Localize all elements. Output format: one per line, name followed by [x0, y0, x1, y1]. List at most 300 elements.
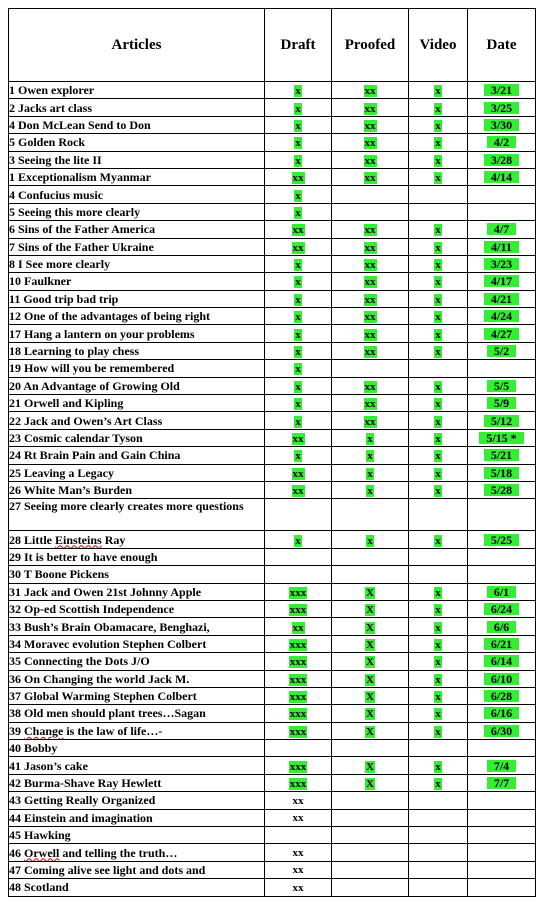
proofed-cell	[332, 757, 409, 774]
date-cell	[468, 82, 536, 99]
table-row	[9, 395, 536, 412]
video-cell	[409, 255, 468, 272]
proofed-cell	[332, 186, 409, 203]
draft-mark: x	[295, 102, 301, 115]
draft-cell	[265, 844, 332, 861]
article-title: 19 How will you be remembered	[9, 360, 265, 377]
draft-mark: x	[295, 415, 301, 428]
date-mark: 5/21	[484, 449, 519, 461]
proofed-mark: xx	[364, 224, 376, 237]
video-cell	[409, 635, 468, 652]
video-mark: x	[435, 534, 441, 547]
table-row	[9, 412, 536, 429]
video-cell	[409, 186, 468, 203]
table-row	[9, 548, 536, 565]
date-cell	[468, 325, 536, 342]
article-title: 28 Little Einsteins Ray	[9, 531, 265, 548]
video-mark: x	[435, 725, 441, 738]
draft-mark: x	[295, 346, 301, 359]
table-row	[9, 722, 536, 739]
draft-mark: xxx	[289, 638, 307, 651]
date-cell	[468, 412, 536, 429]
proofed-cell	[332, 618, 409, 635]
date-cell	[468, 238, 536, 255]
video-mark: x	[435, 85, 441, 98]
proofed-cell	[332, 82, 409, 99]
date-mark: 5/18	[484, 467, 519, 479]
proofed-cell	[332, 151, 409, 168]
article-title: 45 Hawking	[9, 827, 265, 844]
article-title: 31 Jack and Owen 21st Johnny Apple	[9, 583, 265, 600]
video-cell	[409, 481, 468, 498]
date-cell	[468, 809, 536, 826]
proofed-mark: xx	[364, 276, 376, 289]
draft-mark: x	[295, 137, 301, 150]
table-row	[9, 481, 536, 498]
date-cell	[468, 186, 536, 203]
draft-cell	[265, 412, 332, 429]
proofed-cell	[332, 740, 409, 757]
date-cell	[468, 99, 536, 116]
col-header-date: Date	[468, 9, 536, 82]
video-cell	[409, 429, 468, 446]
proofed-mark: xx	[364, 328, 376, 341]
date-cell	[468, 705, 536, 722]
date-cell	[468, 168, 536, 185]
proofed-cell	[332, 447, 409, 464]
date-mark: 6/1	[487, 586, 516, 598]
date-cell	[468, 377, 536, 394]
draft-mark: xx	[292, 847, 304, 860]
draft-cell	[265, 395, 332, 412]
date-mark: 4/11	[484, 241, 519, 253]
video-cell	[409, 203, 468, 220]
draft-cell	[265, 342, 332, 359]
draft-mark: x	[295, 380, 301, 393]
article-title: 42 Burma-Shave Ray Hewlett	[9, 774, 265, 791]
date-cell	[468, 722, 536, 739]
header-row	[9, 9, 536, 82]
draft-cell	[265, 566, 332, 583]
proofed-cell	[332, 879, 409, 896]
draft-mark: x	[295, 259, 301, 272]
date-mark: 3/21	[484, 84, 519, 96]
draft-cell	[265, 99, 332, 116]
date-cell	[468, 687, 536, 704]
video-mark: x	[435, 604, 441, 617]
proofed-mark: X	[366, 778, 374, 791]
draft-cell	[265, 757, 332, 774]
video-mark: x	[435, 450, 441, 463]
article-title: 43 Getting Really Organized	[9, 792, 265, 809]
spellcheck-underline: Orwell	[24, 845, 60, 860]
proofed-mark: x	[367, 450, 373, 463]
draft-cell	[265, 151, 332, 168]
draft-cell	[265, 618, 332, 635]
date-mark: 4/17	[484, 275, 519, 287]
date-mark: 3/30	[484, 119, 519, 131]
video-mark: x	[435, 328, 441, 341]
article-title: 40 Bobby	[9, 740, 265, 757]
date-cell	[468, 255, 536, 272]
video-mark: x	[435, 778, 441, 791]
date-cell	[468, 774, 536, 791]
draft-mark: xxx	[289, 586, 307, 599]
draft-cell	[265, 116, 332, 133]
video-cell	[409, 360, 468, 377]
date-mark: 6/28	[484, 690, 519, 702]
proofed-cell	[332, 412, 409, 429]
video-cell	[409, 82, 468, 99]
table-row	[9, 827, 536, 844]
date-cell	[468, 481, 536, 498]
video-cell	[409, 879, 468, 896]
draft-cell	[265, 481, 332, 498]
draft-mark: x	[295, 534, 301, 547]
proofed-cell	[332, 116, 409, 133]
article-title: 35 Connecting the Dots J/O	[9, 653, 265, 670]
draft-cell	[265, 670, 332, 687]
table-row	[9, 377, 536, 394]
video-mark: x	[435, 259, 441, 272]
table-row	[9, 151, 536, 168]
video-cell	[409, 583, 468, 600]
draft-mark: xx	[292, 224, 304, 237]
proofed-mark: X	[366, 691, 374, 704]
draft-mark: x	[295, 154, 301, 167]
video-mark: x	[435, 760, 441, 773]
table-row	[9, 705, 536, 722]
article-title: 20 An Advantage of Growing Old	[9, 377, 265, 394]
draft-mark: x	[295, 293, 301, 306]
proofed-cell	[332, 635, 409, 652]
article-title: 1 Exceptionalism Myanmar	[9, 168, 265, 185]
video-mark: x	[435, 346, 441, 359]
proofed-cell	[332, 499, 409, 531]
col-header-articles: Articles	[9, 9, 265, 82]
video-cell	[409, 168, 468, 185]
proofed-cell	[332, 255, 409, 272]
date-mark: 5/25	[484, 534, 519, 546]
video-mark: x	[435, 293, 441, 306]
date-mark: 6/10	[484, 673, 519, 685]
video-cell	[409, 600, 468, 617]
date-mark: 6/6	[487, 621, 516, 633]
table-row	[9, 360, 536, 377]
article-title: 32 Op-ed Scottish Independence	[9, 600, 265, 617]
date-cell	[468, 583, 536, 600]
video-mark: x	[435, 638, 441, 651]
table-row	[9, 809, 536, 826]
date-cell	[468, 618, 536, 635]
table-row	[9, 740, 536, 757]
video-cell	[409, 809, 468, 826]
date-cell	[468, 116, 536, 133]
draft-cell	[265, 861, 332, 878]
proofed-cell	[332, 705, 409, 722]
draft-mark: xx	[292, 812, 304, 825]
table-row	[9, 238, 536, 255]
article-title: 11 Good trip bad trip	[9, 290, 265, 307]
proofed-mark: X	[366, 760, 374, 773]
video-cell	[409, 861, 468, 878]
table-row	[9, 499, 536, 531]
table-row	[9, 757, 536, 774]
video-cell	[409, 827, 468, 844]
article-title: 48 Scotland	[9, 879, 265, 896]
proofed-cell	[332, 548, 409, 565]
date-cell	[468, 360, 536, 377]
table-row	[9, 116, 536, 133]
video-cell	[409, 566, 468, 583]
video-cell	[409, 395, 468, 412]
draft-cell	[265, 429, 332, 446]
proofed-cell	[332, 99, 409, 116]
video-mark: x	[435, 224, 441, 237]
proofed-mark: xx	[364, 415, 376, 428]
article-title: 21 Orwell and Kipling	[9, 395, 265, 412]
date-cell	[468, 531, 536, 548]
draft-mark: xx	[292, 881, 304, 894]
draft-cell	[265, 273, 332, 290]
draft-mark: xxx	[289, 691, 307, 704]
draft-cell	[265, 740, 332, 757]
table-row	[9, 670, 536, 687]
article-title: 38 Old men should plant trees…Sagan	[9, 705, 265, 722]
draft-mark: xx	[292, 467, 304, 480]
video-mark: x	[435, 656, 441, 669]
date-mark: 3/23	[484, 258, 519, 270]
proofed-cell	[332, 861, 409, 878]
proofed-mark: xx	[364, 172, 376, 185]
date-mark: 5/2	[487, 345, 516, 357]
article-title: 4 Confucius music	[9, 186, 265, 203]
proofed-mark: X	[366, 673, 374, 686]
article-title: 1 Owen explorer	[9, 82, 265, 99]
article-title: 17 Hang a lantern on your problems	[9, 325, 265, 342]
table-row	[9, 635, 536, 652]
table-row	[9, 861, 536, 878]
proofed-mark: X	[366, 656, 374, 669]
date-cell	[468, 844, 536, 861]
article-title: 47 Coming alive see light and dots and	[9, 861, 265, 878]
draft-mark: xx	[292, 621, 304, 634]
draft-mark: xx	[292, 864, 304, 877]
table-row	[9, 82, 536, 99]
draft-cell	[265, 447, 332, 464]
article-title: 22 Jack and Owen’s Art Class	[9, 412, 265, 429]
proofed-mark: X	[366, 604, 374, 617]
article-title: 6 Sins of the Father America	[9, 221, 265, 238]
video-mark: x	[435, 586, 441, 599]
date-cell	[468, 273, 536, 290]
draft-cell	[265, 360, 332, 377]
date-cell	[468, 290, 536, 307]
article-title: 5 Seeing this more clearly	[9, 203, 265, 220]
draft-mark: x	[295, 450, 301, 463]
draft-cell	[265, 464, 332, 481]
video-cell	[409, 221, 468, 238]
draft-cell	[265, 827, 332, 844]
date-cell	[468, 395, 536, 412]
proofed-mark: X	[366, 725, 374, 738]
draft-cell	[265, 308, 332, 325]
article-title: 41 Jason’s cake	[9, 757, 265, 774]
date-mark: 4/27	[484, 328, 519, 340]
video-cell	[409, 308, 468, 325]
proofed-cell	[332, 429, 409, 446]
video-cell	[409, 548, 468, 565]
date-cell	[468, 827, 536, 844]
date-cell	[468, 792, 536, 809]
video-cell	[409, 116, 468, 133]
draft-mark: xxx	[289, 656, 307, 669]
video-mark: x	[435, 380, 441, 393]
table-row	[9, 687, 536, 704]
draft-mark: x	[295, 85, 301, 98]
draft-cell	[265, 792, 332, 809]
video-mark: x	[435, 433, 441, 445]
date-mark: 6/24	[484, 603, 519, 615]
draft-cell	[265, 531, 332, 548]
article-title: 29 It is better to have enough	[9, 548, 265, 565]
date-mark: 5/5	[487, 380, 516, 392]
proofed-cell	[332, 464, 409, 481]
date-mark: 5/28	[484, 484, 519, 496]
table-row	[9, 255, 536, 272]
article-title: 46 Orwell and telling the truth…	[9, 844, 265, 861]
proofed-cell	[332, 221, 409, 238]
video-cell	[409, 134, 468, 151]
table-row	[9, 653, 536, 670]
table-row	[9, 99, 536, 116]
col-header-proofed: Proofed	[332, 9, 409, 82]
video-cell	[409, 238, 468, 255]
video-cell	[409, 99, 468, 116]
date-cell	[468, 134, 536, 151]
video-cell	[409, 531, 468, 548]
video-mark: x	[435, 691, 441, 704]
date-cell	[468, 342, 536, 359]
draft-mark: x	[295, 328, 301, 341]
video-mark: x	[435, 154, 441, 167]
proofed-mark: x	[367, 534, 373, 547]
proofed-cell	[332, 774, 409, 791]
articles-table	[8, 8, 536, 897]
article-title: 2 Jacks art class	[9, 99, 265, 116]
proofed-mark: xx	[364, 119, 376, 132]
draft-cell	[265, 186, 332, 203]
table-row	[9, 531, 536, 548]
proofed-cell	[332, 134, 409, 151]
date-cell	[468, 221, 536, 238]
draft-mark: xx	[292, 172, 304, 185]
date-cell	[468, 740, 536, 757]
proofed-cell	[332, 809, 409, 826]
article-title: 18 Learning to play chess	[9, 342, 265, 359]
draft-mark: x	[295, 189, 301, 202]
video-mark: x	[435, 621, 441, 634]
video-mark: x	[435, 276, 441, 289]
video-cell	[409, 844, 468, 861]
video-cell	[409, 464, 468, 481]
proofed-mark: xx	[364, 241, 376, 254]
date-cell	[468, 548, 536, 565]
article-title: 37 Global Warming Stephen Colbert	[9, 687, 265, 704]
article-title: 39 Change is the law of life…-	[9, 722, 265, 739]
video-cell	[409, 670, 468, 687]
table-row	[9, 583, 536, 600]
draft-mark: x	[295, 276, 301, 289]
date-mark: 4/2	[487, 136, 516, 148]
video-mark: x	[435, 467, 441, 480]
proofed-mark: X	[366, 708, 374, 721]
video-cell	[409, 273, 468, 290]
draft-mark: x	[295, 119, 301, 132]
article-title: 34 Moravec evolution Stephen Colbert	[9, 635, 265, 652]
draft-mark: xx	[292, 241, 304, 254]
proofed-cell	[332, 792, 409, 809]
draft-cell	[265, 134, 332, 151]
date-mark: 5/12	[484, 415, 519, 427]
table-row	[9, 447, 536, 464]
draft-cell	[265, 722, 332, 739]
date-mark: 4/7	[487, 223, 516, 235]
draft-cell	[265, 687, 332, 704]
video-cell	[409, 740, 468, 757]
draft-mark: xx	[292, 794, 304, 807]
video-cell	[409, 342, 468, 359]
table-row	[9, 186, 536, 203]
table-row	[9, 618, 536, 635]
proofed-mark: xx	[364, 311, 376, 324]
proofed-cell	[332, 290, 409, 307]
proofed-mark: xx	[364, 137, 376, 150]
video-mark: x	[435, 415, 441, 428]
draft-cell	[265, 583, 332, 600]
date-mark: 3/25	[484, 102, 519, 114]
table-row	[9, 429, 536, 446]
video-mark: x	[435, 102, 441, 115]
draft-cell	[265, 290, 332, 307]
article-title: 26 White Man’s Burden	[9, 481, 265, 498]
article-title: 24 Rt Brain Pain and Gain China	[9, 447, 265, 464]
proofed-cell	[332, 670, 409, 687]
proofed-mark: xx	[364, 398, 376, 411]
article-title: 25 Leaving a Legacy	[9, 464, 265, 481]
draft-mark: xxx	[289, 725, 307, 738]
video-mark: x	[435, 172, 441, 185]
draft-mark: xx	[292, 433, 304, 445]
draft-mark: xxx	[289, 604, 307, 617]
proofed-mark: xx	[364, 102, 376, 115]
table-row	[9, 844, 536, 861]
video-cell	[409, 687, 468, 704]
article-title: 33 Bush’s Brain Obamacare, Benghazi,	[9, 618, 265, 635]
proofed-cell	[332, 395, 409, 412]
draft-cell	[265, 879, 332, 896]
article-title: 7 Sins of the Father Ukraine	[9, 238, 265, 255]
video-cell	[409, 499, 468, 531]
date-mark: 6/21	[484, 638, 519, 650]
draft-cell	[265, 705, 332, 722]
proofed-mark: x	[367, 485, 373, 498]
video-mark: x	[435, 311, 441, 324]
date-mark: 7/7	[487, 777, 516, 789]
video-cell	[409, 325, 468, 342]
video-mark: x	[435, 485, 441, 498]
proofed-cell	[332, 203, 409, 220]
